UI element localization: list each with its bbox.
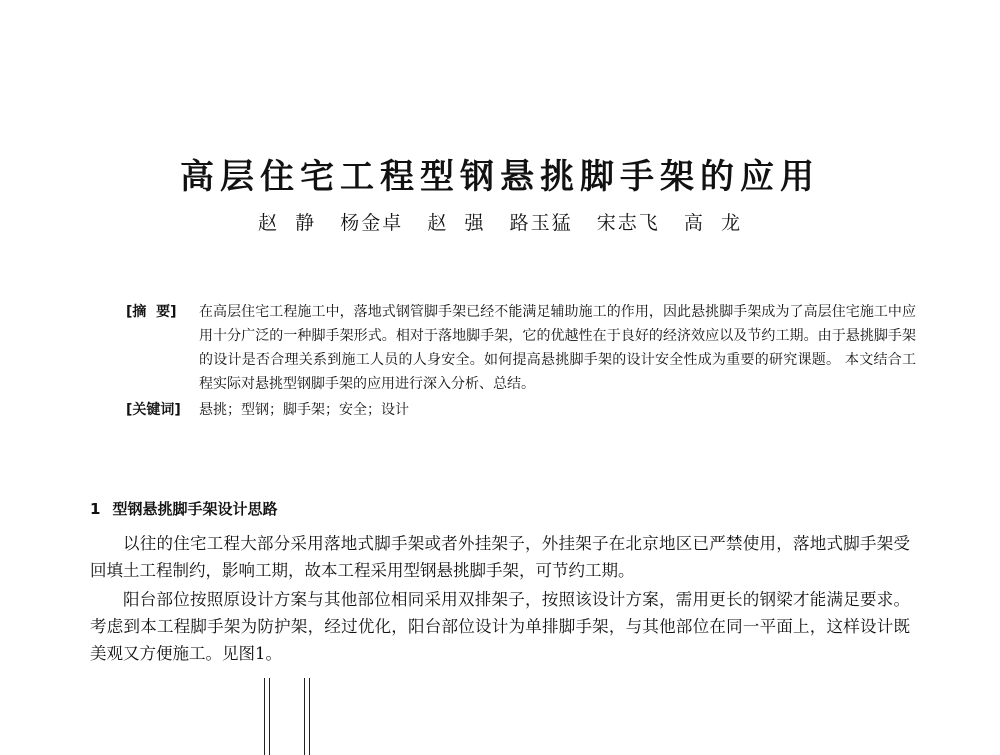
author-name: 路玉猛: [509, 212, 573, 234]
author-name: 赵 静: [258, 212, 317, 234]
abstract-row: [126, 300, 916, 396]
figure-scaffold-pole-left: [264, 678, 270, 755]
section-number: 1: [90, 500, 101, 518]
paper-title: 高层住宅工程型钢悬挑脚手架的应用: [180, 156, 820, 197]
author-name: 赵 强: [427, 212, 486, 234]
body-paragraph: 以往的住宅工程大部分采用落地式脚手架或者外挂架子，外挂架子在北京地区已严禁使用，落地式脚手架受回填土工程制约，影响工期，故本工程采用型钢悬挑脚手架，可节约工期。: [90, 534, 910, 580]
keywords-label: [关键词]: [126, 402, 181, 418]
abstract-text: 在高层住宅工程施工中，落地式钢管脚手架已经不能满足辅助施工的作用，因此悬挑脚手架成为了高层住宅施工中应用十分广泛的一种脚手架形式。相对于落地脚手架，它的优越性在于良好的经济效应以及节约工期。由于悬挑脚手架的设计是否合理关系到施工人员的人身安全。如何提高悬挑脚手架的设计安全性成为重要的研究课题。 本文结合工程实际对悬挑型钢脚手架的应用进行深入分析、总结。: [199, 304, 916, 392]
section-heading: [90, 498, 277, 519]
abstract-label: [摘 要]: [126, 304, 177, 320]
author-name: 杨金卓: [340, 212, 404, 234]
figure-1-partial: [260, 678, 320, 755]
author-name: 高 龙: [683, 212, 742, 234]
author-name: 宋志飞: [596, 212, 660, 234]
section-title: 型钢悬挑脚手架设计思路: [112, 500, 278, 518]
figure-scaffold-pole-right: [304, 678, 310, 755]
keywords-text: 悬挑；型钢；脚手架；安全；设计: [199, 402, 409, 418]
section-body: [90, 530, 910, 669]
abstract-block: [126, 300, 916, 422]
author-list: [0, 208, 1000, 235]
keywords-row: [126, 398, 916, 422]
body-paragraph: 阳台部位按照原设计方案与其他部位相同采用双排架子，按照该设计方案，需用更长的钢梁才能满足要求。考虑到本工程脚手架为防护架，经过优化，阳台部位设计为单排脚手架，与其他部位在同一平面上，这样设计既美观又方便施工。见图1。: [90, 590, 910, 663]
